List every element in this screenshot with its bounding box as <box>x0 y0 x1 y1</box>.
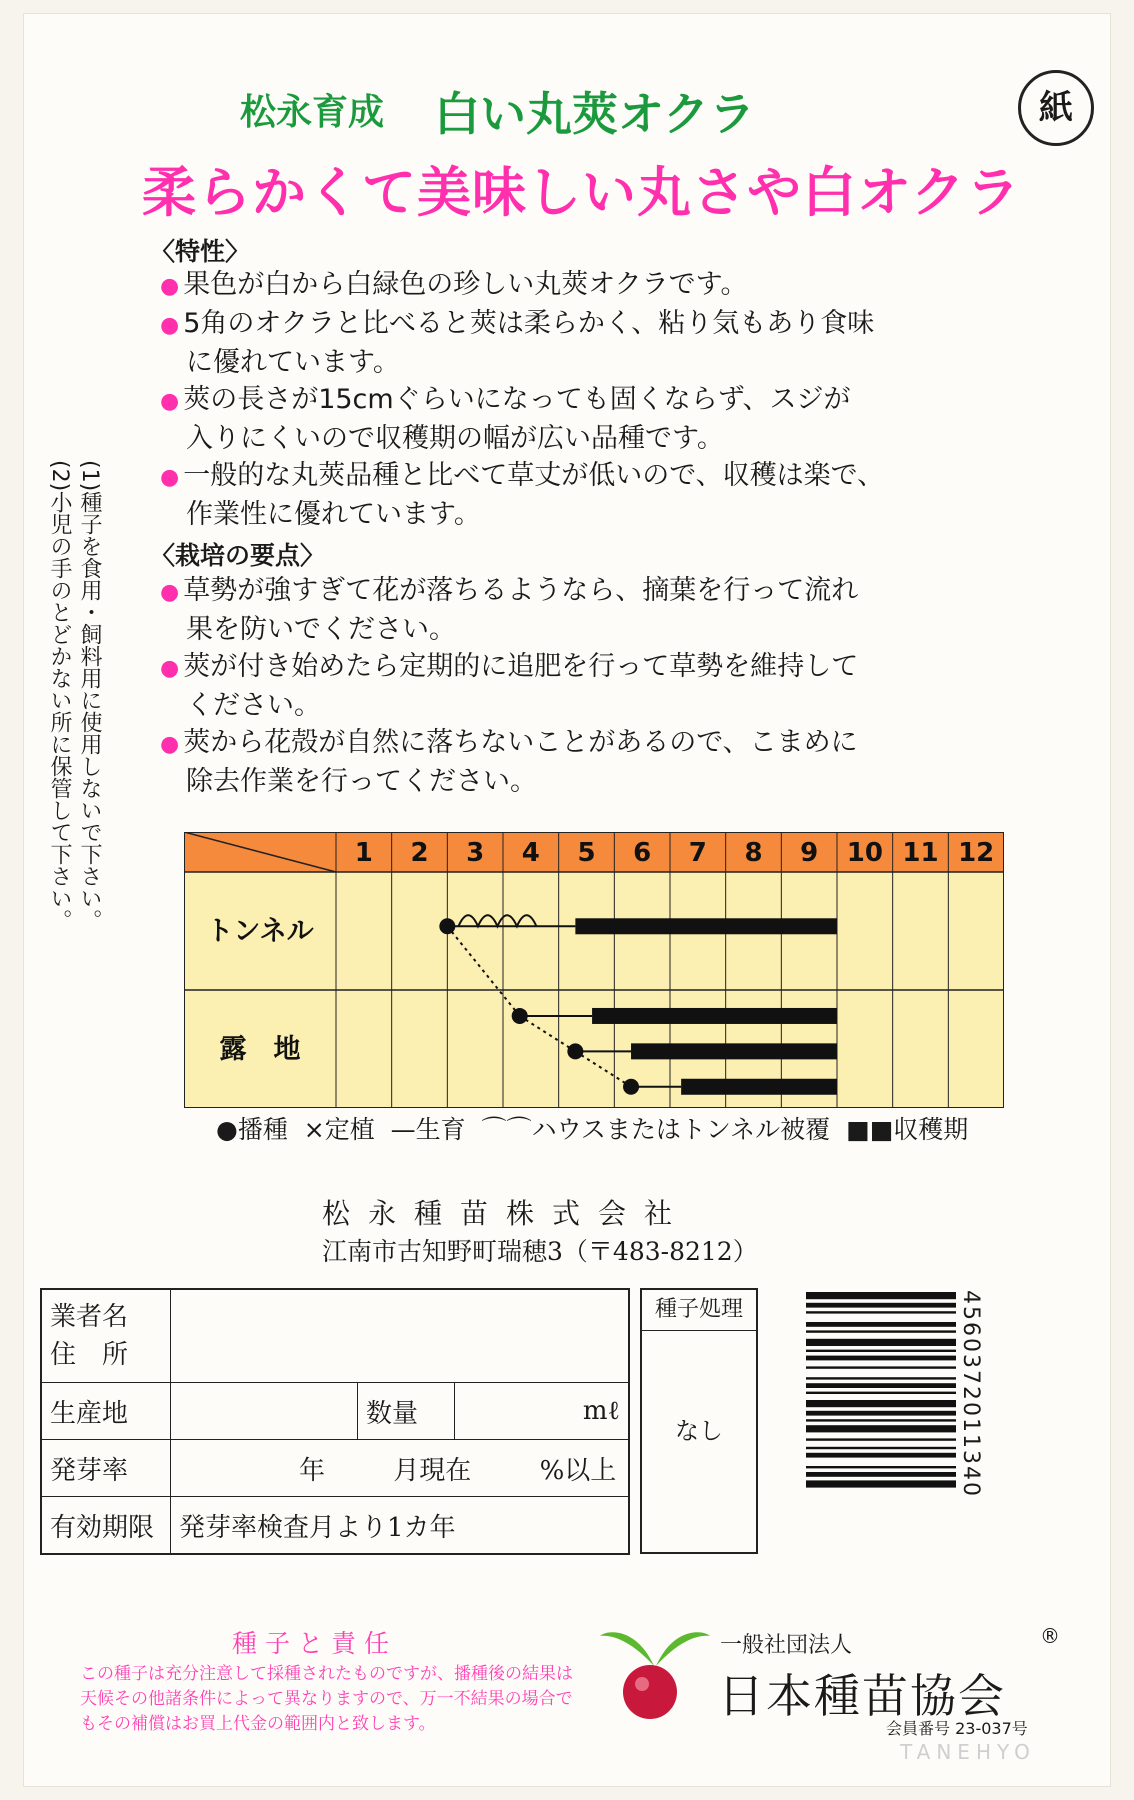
features-heading: 〈特性〉 <box>150 237 251 266</box>
barcode-bar <box>806 1339 956 1346</box>
barcode-bar <box>806 1453 956 1458</box>
barcode-number: 4560372011340 <box>958 1290 983 1498</box>
legend-harvest: 収穫期 <box>893 1115 969 1144</box>
company-address: 江南市古知野町瑞穂3（〒483-8212） <box>322 1237 758 1266</box>
bullet-icon: ● <box>160 389 180 414</box>
features-text: 作業性に優れています。 <box>186 499 481 530</box>
info-table <box>40 1288 630 1555</box>
tagline: 柔らかくて美味しい丸さや白オクラ <box>142 161 1021 224</box>
harvest-bar <box>631 1043 837 1059</box>
side-note-1: (1)種子を食用・飼料用に使用しないで下さい。 <box>77 460 102 932</box>
month-label: 8 <box>744 838 763 868</box>
barcode-bar <box>806 1366 956 1368</box>
barcode-bar <box>806 1425 956 1432</box>
barcode-bar <box>806 1292 956 1299</box>
month-label: 4 <box>521 838 540 868</box>
cultivation-text: 草勢が強すぎて花が落ちるようなら、摘葉を行って流れ <box>183 575 859 606</box>
barcode-bar <box>806 1411 956 1416</box>
address-label: 住 所 <box>50 1340 129 1370</box>
origin-label: 生産地 <box>41 1383 171 1440</box>
bullet-icon: ● <box>160 313 180 338</box>
month-label: 12 <box>958 838 995 868</box>
features-item <box>160 457 980 533</box>
germination-row <box>171 1440 630 1497</box>
cultivation-item-line <box>160 763 980 800</box>
features-item-line <box>160 457 980 496</box>
barcode-bar <box>806 1311 956 1313</box>
cultivation-item <box>160 648 980 724</box>
origin-value <box>171 1383 358 1440</box>
sow-icon: ● <box>216 1115 238 1144</box>
barcode-bar <box>806 1419 956 1421</box>
cultivation-item <box>160 572 980 648</box>
row-label: 露 地 <box>219 1034 301 1065</box>
row-label: トンネル <box>206 916 314 947</box>
germination-label: 発芽率 <box>41 1440 171 1497</box>
registered-mark: ® <box>1040 1624 1060 1648</box>
watermark: TANEHYO <box>900 1740 1036 1764</box>
features-item-line <box>160 420 980 457</box>
features-text: 入りにくいので収穫期の幅が広い品種です。 <box>186 423 724 454</box>
cultivation-text: ください。 <box>186 690 321 721</box>
cultivation-item <box>160 724 980 800</box>
features-item-line <box>160 381 980 420</box>
harvest-bar <box>575 918 837 934</box>
percent-label: %以上 <box>539 1455 617 1486</box>
features-text: 5角のオクラと比べると莢は柔らかく、粘り気もあり食味 <box>183 308 875 339</box>
cultivation-item-line <box>160 648 980 687</box>
bullet-icon: ● <box>160 656 180 681</box>
paper-recycle-icon: 紙 <box>1018 70 1094 146</box>
features-item <box>160 381 980 457</box>
harvest-bar <box>681 1079 837 1095</box>
features-text: 莢の長さが15cmぐらいになっても固くならず、スジが <box>183 384 851 415</box>
features-text: 果色が白から白緑色の珍しい丸莢オクラです。 <box>183 269 748 300</box>
validity-label: 有効期限 <box>41 1497 171 1555</box>
association-type: 一般社団法人 <box>720 1633 853 1658</box>
dealer-value <box>171 1289 630 1383</box>
cultivation-item-line <box>160 687 980 724</box>
cultivation-calendar <box>184 832 1004 1108</box>
barcode-bar <box>806 1356 956 1361</box>
side-notes <box>44 460 104 931</box>
dealer-label: 業者名 <box>50 1302 129 1332</box>
cultivation-heading: 〈栽培の要点〉 <box>150 541 326 570</box>
month-label: 1 <box>354 838 373 868</box>
month-label: 2 <box>410 838 429 868</box>
harvest-bar <box>592 1008 837 1024</box>
legend-grow: 生育 <box>415 1115 466 1144</box>
cultivation-item-line <box>160 724 980 763</box>
cultivation-text: 莢から花殻が自然に落ちないことがあるので、こまめに <box>183 727 858 758</box>
features-item <box>160 266 980 305</box>
year-label: 年 <box>299 1455 326 1486</box>
barcode-bar <box>806 1383 956 1388</box>
company-name: 松永種苗株式会社 <box>322 1197 691 1230</box>
responsibility-heading: 種子と責任 <box>232 1629 398 1658</box>
barcode-bar <box>806 1472 956 1477</box>
bullet-icon: ● <box>160 732 180 757</box>
barcode-bar <box>806 1350 956 1352</box>
features-item-line <box>160 266 980 305</box>
bullet-icon: ● <box>160 580 180 605</box>
legend-transplant: 定植 <box>324 1115 375 1144</box>
features-list <box>160 266 980 533</box>
association-name: 日本種苗協会 <box>718 1669 1006 1723</box>
month-label: 3 <box>466 838 485 868</box>
cultivation-text: 莢が付き始めたら定期的に追肥を行って草勢を維持して <box>183 651 859 682</box>
features-text: に優れています。 <box>186 347 400 378</box>
cultivation-text: 果を防いでください。 <box>186 614 456 645</box>
features-item <box>160 305 980 381</box>
cultivation-list <box>160 572 980 800</box>
barcode-bar <box>806 1400 956 1407</box>
features-item-line <box>160 344 980 381</box>
seed-treatment-value: なし <box>675 1417 723 1445</box>
seed-treatment-label: 種子処理 <box>642 1290 756 1331</box>
month-label: 5 <box>577 838 596 868</box>
barcode-bar <box>806 1447 956 1449</box>
legend-cover: ハウスまたはトンネル被覆 <box>531 1115 831 1144</box>
bullet-icon: ● <box>160 465 180 490</box>
barcode-bar <box>806 1322 956 1327</box>
features-item-line <box>160 496 980 533</box>
barcode <box>806 1290 956 1538</box>
barcode-bar <box>806 1303 956 1308</box>
breeder-label: 松永育成 <box>240 92 385 133</box>
barcode-bar <box>806 1377 956 1379</box>
member-number: 会員番号 23-037号 <box>886 1719 1028 1738</box>
barcode-bar <box>806 1330 956 1332</box>
month-label: 月現在 <box>393 1455 472 1486</box>
barcode-bar <box>806 1392 956 1394</box>
month-label: 11 <box>902 838 939 868</box>
barcode-bar <box>806 1480 956 1487</box>
cultivation-item-line <box>160 611 980 648</box>
seed-treatment-box <box>640 1288 758 1554</box>
legend-sow: 播種 <box>237 1115 288 1144</box>
seed-association-logo <box>596 1606 714 1724</box>
transplant-icon: × <box>303 1115 325 1144</box>
quantity-unit: mℓ <box>455 1383 630 1440</box>
barcode-bar <box>806 1438 956 1440</box>
month-label: 9 <box>800 838 819 868</box>
features-item-line <box>160 305 980 344</box>
responsibility-text: この種子は充分注意して採種されたものですが、播種後の結果は天候その他諸条件によって異なりますので、万一不結果の場合でもその補償はお買上代金の範囲内と致します。 <box>80 1664 573 1734</box>
grow-line-icon: — <box>390 1115 416 1144</box>
product-name: 白い丸莢オクラ <box>434 87 756 141</box>
barcode-bar <box>806 1466 956 1468</box>
quantity-label: 数量 <box>358 1383 455 1440</box>
month-label: 6 <box>633 838 652 868</box>
month-label: 7 <box>688 838 707 868</box>
cultivation-text: 除去作業を行ってください。 <box>186 766 537 797</box>
calendar-legend <box>216 1110 968 1146</box>
cultivation-item-line <box>160 572 980 611</box>
cover-arc-icon: ⌒⌒ <box>481 1115 532 1144</box>
validity-value: 発芽率検査月より1カ年 <box>171 1497 630 1555</box>
sow-dot <box>623 1079 639 1095</box>
harvest-bar-icon: ■■ <box>845 1115 894 1144</box>
month-label: 10 <box>846 838 883 868</box>
features-text: 一般的な丸莢品種と比べて草丈が低いので、収穫は楽で、 <box>183 460 885 491</box>
side-note-2: (2)小児の手のとどかない所に保管して下さい。 <box>47 460 72 932</box>
bullet-icon: ● <box>160 274 180 299</box>
